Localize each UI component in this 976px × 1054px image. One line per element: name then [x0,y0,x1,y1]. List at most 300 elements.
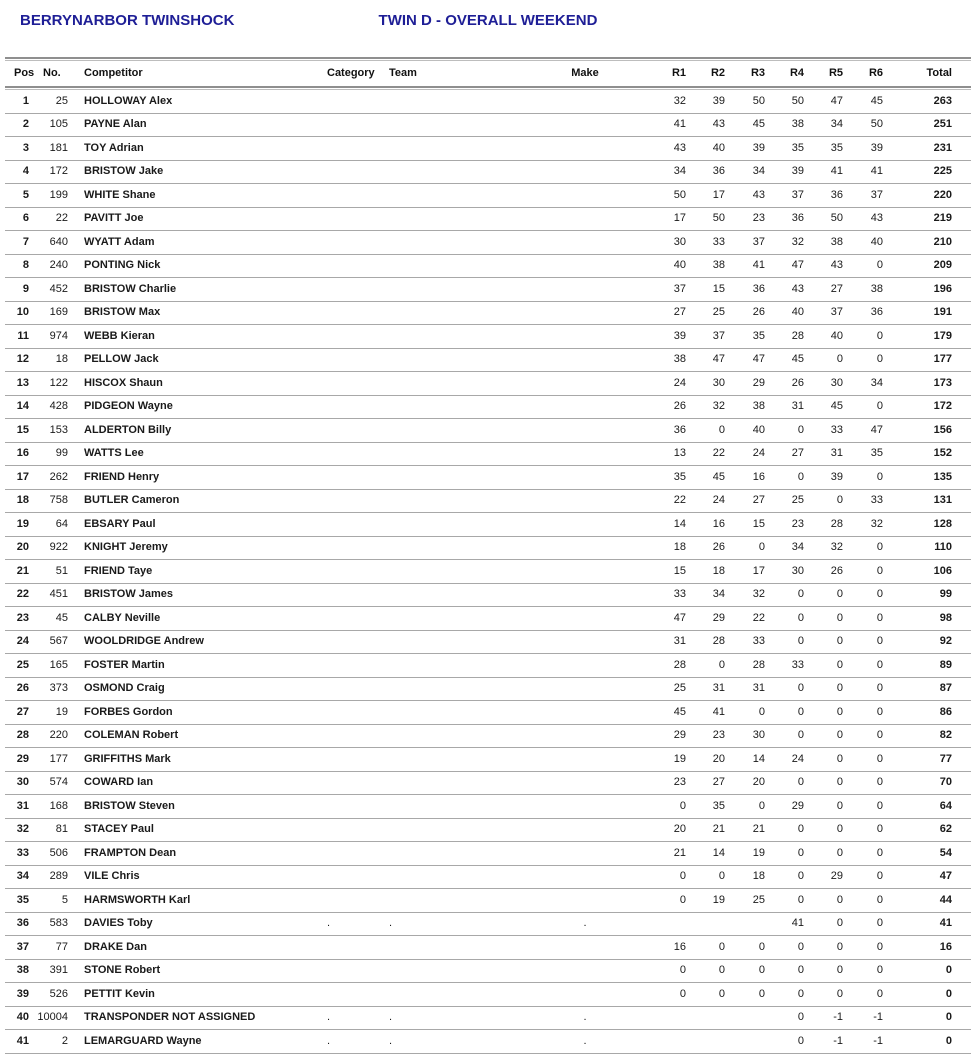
total-cell: 70 [885,771,971,795]
team-cell [384,865,540,889]
make-cell [540,560,630,584]
r3-cell: 36 [727,278,767,302]
r6-cell: 0 [845,583,885,607]
r2-cell: 17 [688,184,727,208]
make-cell: . [540,912,630,936]
category-cell [322,536,384,560]
r3-cell: 20 [727,771,767,795]
col-header-r4: R4 [789,67,804,79]
number-cell: 181 [32,137,70,161]
competitor-cell: WOOLDRIDGE Andrew [70,630,322,654]
make-cell [540,160,630,184]
r3-cell: 18 [727,865,767,889]
r4-cell: 25 [767,489,806,513]
r5-cell: 0 [806,348,845,372]
table-row [5,701,971,725]
r1-cell: 38 [630,348,688,372]
r3-cell: 21 [727,818,767,842]
r3-cell [727,1030,767,1054]
make-cell [540,865,630,889]
number-cell: 177 [32,748,70,772]
number-cell: 168 [32,795,70,819]
r3-cell [727,1006,767,1030]
category-cell [322,231,384,255]
team-cell [384,560,540,584]
table-row [5,677,971,701]
r4-cell: 26 [767,372,806,396]
col-header-no: No. [43,67,61,79]
pos-cell: 20 [5,536,32,560]
col-header-pos: Pos [14,67,35,79]
competitor-cell: WHITE Shane [70,184,322,208]
competitor-cell: DAVIES Toby [70,912,322,936]
r1-cell: 24 [630,372,688,396]
make-cell [540,607,630,631]
competitor-cell: HOLLOWAY Alex [70,90,322,113]
r5-cell: 45 [806,395,845,419]
number-cell: 25 [32,90,70,113]
competitor-cell: STACEY Paul [70,818,322,842]
col-header-r3: R3 [750,67,765,79]
category-cell [322,113,384,137]
r6-cell: 0 [845,254,885,278]
r3-cell: 33 [727,630,767,654]
r4-cell: 32 [767,231,806,255]
number-cell: 758 [32,489,70,513]
make-cell [540,231,630,255]
pos-cell: 6 [5,207,32,231]
table-row [5,325,971,349]
number-cell: 45 [32,607,70,631]
r3-cell [727,912,767,936]
pos-cell: 23 [5,607,32,631]
r3-cell: 45 [727,113,767,137]
r4-cell: 0 [767,701,806,725]
table-row [5,1030,971,1054]
r1-cell: 50 [630,184,688,208]
r6-cell: 43 [845,207,885,231]
category-cell [322,442,384,466]
r3-cell: 15 [727,513,767,537]
r2-cell: 31 [688,677,727,701]
r3-cell: 26 [727,301,767,325]
r4-cell: 39 [767,160,806,184]
r4-cell: 0 [767,466,806,490]
r1-cell: 0 [630,795,688,819]
r2-cell: 0 [688,983,727,1007]
team-cell [384,254,540,278]
r5-cell: 36 [806,184,845,208]
competitor-cell: ALDERTON Billy [70,419,322,443]
r2-cell: 41 [688,701,727,725]
team-cell: . [384,1030,540,1054]
make-cell [540,630,630,654]
col-header-r5: R5 [828,67,843,79]
r4-cell: 0 [767,818,806,842]
r4-cell: 0 [767,889,806,913]
table-row [5,160,971,184]
r4-cell: 30 [767,560,806,584]
r3-cell: 41 [727,254,767,278]
table-row [5,419,971,443]
number-cell: 574 [32,771,70,795]
r3-cell: 27 [727,489,767,513]
team-cell [384,818,540,842]
competitor-cell: COWARD Ian [70,771,322,795]
r6-cell: 0 [845,795,885,819]
r1-cell: 21 [630,842,688,866]
total-cell: 172 [885,395,971,419]
table-row [5,1006,971,1030]
table-row [5,983,971,1007]
r1-cell: 14 [630,513,688,537]
r4-cell: 36 [767,207,806,231]
r1-cell: 0 [630,865,688,889]
r3-cell: 0 [727,959,767,983]
competitor-cell: KNIGHT Jeremy [70,536,322,560]
make-cell [540,536,630,560]
col-header-category: Category [327,67,375,79]
category-cell [322,607,384,631]
category-cell [322,466,384,490]
pos-cell: 22 [5,583,32,607]
table-row [5,466,971,490]
number-cell: 452 [32,278,70,302]
make-cell [540,325,630,349]
table-row [5,536,971,560]
r5-cell: 29 [806,865,845,889]
r4-cell: 33 [767,654,806,678]
r3-cell: 0 [727,983,767,1007]
r5-cell: 0 [806,724,845,748]
r1-cell: 34 [630,160,688,184]
number-cell: 5 [32,889,70,913]
r6-cell: -1 [845,1006,885,1030]
number-cell: 526 [32,983,70,1007]
team-cell [384,301,540,325]
make-cell [540,137,630,161]
total-cell: 173 [885,372,971,396]
r3-cell: 23 [727,207,767,231]
r4-cell: 27 [767,442,806,466]
total-cell: 0 [885,959,971,983]
number-cell: 391 [32,959,70,983]
r1-cell: 26 [630,395,688,419]
make-cell [540,466,630,490]
table-row [5,231,971,255]
r6-cell: 32 [845,513,885,537]
col-header-r1: R1 [671,67,686,79]
r1-cell: 35 [630,466,688,490]
total-cell: 92 [885,630,971,654]
r6-cell: 0 [845,983,885,1007]
pos-cell: 28 [5,724,32,748]
r6-cell: 0 [845,959,885,983]
make-cell [540,513,630,537]
number-cell: 19 [32,701,70,725]
pos-cell: 35 [5,889,32,913]
r1-cell: 47 [630,607,688,631]
competitor-cell: PETTIT Kevin [70,983,322,1007]
total-cell: 0 [885,983,971,1007]
pos-cell: 41 [5,1030,32,1054]
r6-cell: 41 [845,160,885,184]
category-cell [322,160,384,184]
competitor-cell: BRISTOW Jake [70,160,322,184]
table-row [5,278,971,302]
make-cell [540,677,630,701]
r5-cell: 0 [806,771,845,795]
r2-cell: 16 [688,513,727,537]
r6-cell: -1 [845,1030,885,1054]
team-cell [384,325,540,349]
r2-cell: 50 [688,207,727,231]
r3-cell: 17 [727,560,767,584]
r3-cell: 25 [727,889,767,913]
r5-cell: 0 [806,795,845,819]
r4-cell: 37 [767,184,806,208]
competitor-cell: TRANSPONDER NOT ASSIGNED [70,1006,322,1030]
r3-cell: 32 [727,583,767,607]
team-cell [384,630,540,654]
competitor-cell: FORBES Gordon [70,701,322,725]
r4-cell: 40 [767,301,806,325]
table-row [5,607,971,631]
col-header-team: Team [389,67,417,79]
team-cell [384,983,540,1007]
r3-cell: 0 [727,536,767,560]
category-cell [322,865,384,889]
r5-cell: 33 [806,419,845,443]
number-cell: 640 [32,231,70,255]
r6-cell: 0 [845,325,885,349]
title-bar [0,12,976,34]
r4-cell: 50 [767,90,806,113]
total-cell: 98 [885,607,971,631]
category-cell [322,184,384,208]
table-row [5,489,971,513]
pos-cell: 21 [5,560,32,584]
competitor-cell: BRISTOW Charlie [70,278,322,302]
pos-cell: 31 [5,795,32,819]
r1-cell: 37 [630,278,688,302]
r2-cell: 26 [688,536,727,560]
r2-cell: 20 [688,748,727,772]
team-cell [384,489,540,513]
pos-cell: 30 [5,771,32,795]
table-row [5,865,971,889]
r6-cell: 38 [845,278,885,302]
category-cell [322,583,384,607]
number-cell: 165 [32,654,70,678]
competitor-cell: OSMOND Craig [70,677,322,701]
make-cell [540,654,630,678]
number-cell: 974 [32,325,70,349]
team-cell [384,771,540,795]
r2-cell: 37 [688,325,727,349]
col-header-r2: R2 [710,67,725,79]
r2-cell: 47 [688,348,727,372]
team-cell [384,889,540,913]
team-cell [384,466,540,490]
r2-cell: 33 [688,231,727,255]
team-cell [384,677,540,701]
table-row [5,912,971,936]
team-cell [384,137,540,161]
number-cell: 262 [32,466,70,490]
results-body-table [5,90,971,1054]
r5-cell: 0 [806,983,845,1007]
total-cell: 86 [885,701,971,725]
pos-cell: 19 [5,513,32,537]
r5-cell: 43 [806,254,845,278]
r3-cell: 22 [727,607,767,631]
r2-cell: 35 [688,795,727,819]
r5-cell: 0 [806,889,845,913]
competitor-cell: HARMSWORTH Karl [70,889,322,913]
r1-cell: 32 [630,90,688,113]
r5-cell: 27 [806,278,845,302]
total-cell: 177 [885,348,971,372]
r4-cell: 23 [767,513,806,537]
number-cell: 567 [32,630,70,654]
category-cell [322,301,384,325]
make-cell [540,442,630,466]
r3-cell: 35 [727,325,767,349]
r6-cell: 0 [845,771,885,795]
category-cell [322,489,384,513]
r1-cell: 22 [630,489,688,513]
pos-cell: 39 [5,983,32,1007]
total-cell: 41 [885,912,971,936]
table-row [5,795,971,819]
competitor-cell: LEMARGUARD Wayne [70,1030,322,1054]
r1-cell: 20 [630,818,688,842]
competitor-cell: EBSARY Paul [70,513,322,537]
r5-cell: 0 [806,959,845,983]
r1-cell: 45 [630,701,688,725]
r3-cell: 19 [727,842,767,866]
team-cell [384,278,540,302]
r6-cell: 35 [845,442,885,466]
pos-cell: 40 [5,1006,32,1030]
category-cell [322,889,384,913]
r3-cell: 31 [727,677,767,701]
competitor-cell: FOSTER Martin [70,654,322,678]
make-cell [540,583,630,607]
r2-cell: 0 [688,419,727,443]
team-cell [384,536,540,560]
r6-cell: 39 [845,137,885,161]
table-row [5,748,971,772]
r5-cell: 31 [806,442,845,466]
r1-cell: 33 [630,583,688,607]
table-row [5,254,971,278]
r2-cell: 15 [688,278,727,302]
r4-cell: 0 [767,724,806,748]
competitor-cell: GRIFFITHS Mark [70,748,322,772]
r1-cell: 13 [630,442,688,466]
table-row [5,630,971,654]
table-row [5,842,971,866]
r1-cell: 19 [630,748,688,772]
r1-cell [630,1006,688,1030]
make-cell [540,254,630,278]
total-cell: 225 [885,160,971,184]
competitor-cell: BUTLER Cameron [70,489,322,513]
category-cell [322,254,384,278]
make-cell: . [540,1006,630,1030]
r1-cell: 18 [630,536,688,560]
table-row [5,724,971,748]
category-cell [322,630,384,654]
table-row [5,889,971,913]
r3-cell: 14 [727,748,767,772]
r2-cell: 21 [688,818,727,842]
make-cell [540,959,630,983]
r6-cell: 36 [845,301,885,325]
total-cell: 209 [885,254,971,278]
pos-cell: 13 [5,372,32,396]
competitor-cell: COLEMAN Robert [70,724,322,748]
number-cell: 64 [32,513,70,537]
team-cell [384,395,540,419]
number-cell: 199 [32,184,70,208]
r6-cell: 0 [845,724,885,748]
team-cell [384,442,540,466]
r5-cell: 0 [806,748,845,772]
r5-cell: 50 [806,207,845,231]
competitor-cell: VILE Chris [70,865,322,889]
competitor-cell: BRISTOW James [70,583,322,607]
r2-cell: 0 [688,654,727,678]
total-cell: 156 [885,419,971,443]
r4-cell: 47 [767,254,806,278]
col-header-competitor: Competitor [84,67,143,79]
competitor-cell: DRAKE Dan [70,936,322,960]
number-cell: 220 [32,724,70,748]
r3-cell: 0 [727,795,767,819]
team-cell [384,372,540,396]
pos-cell: 34 [5,865,32,889]
r6-cell: 47 [845,419,885,443]
r1-cell: 31 [630,630,688,654]
pos-cell: 10 [5,301,32,325]
make-cell [540,90,630,113]
r1-cell: 0 [630,959,688,983]
r4-cell: 0 [767,1030,806,1054]
make-cell [540,348,630,372]
make-cell [540,113,630,137]
pos-cell: 1 [5,90,32,113]
pos-cell: 3 [5,137,32,161]
pos-cell: 12 [5,348,32,372]
category-cell [322,771,384,795]
table-row [5,113,971,137]
number-cell: 99 [32,442,70,466]
make-cell [540,184,630,208]
r1-cell [630,912,688,936]
make-cell [540,818,630,842]
r1-cell: 41 [630,113,688,137]
category-cell [322,395,384,419]
r2-cell: 32 [688,395,727,419]
r4-cell: 45 [767,348,806,372]
r2-cell: 22 [688,442,727,466]
r6-cell: 0 [845,630,885,654]
r2-cell: 18 [688,560,727,584]
r2-cell: 40 [688,137,727,161]
